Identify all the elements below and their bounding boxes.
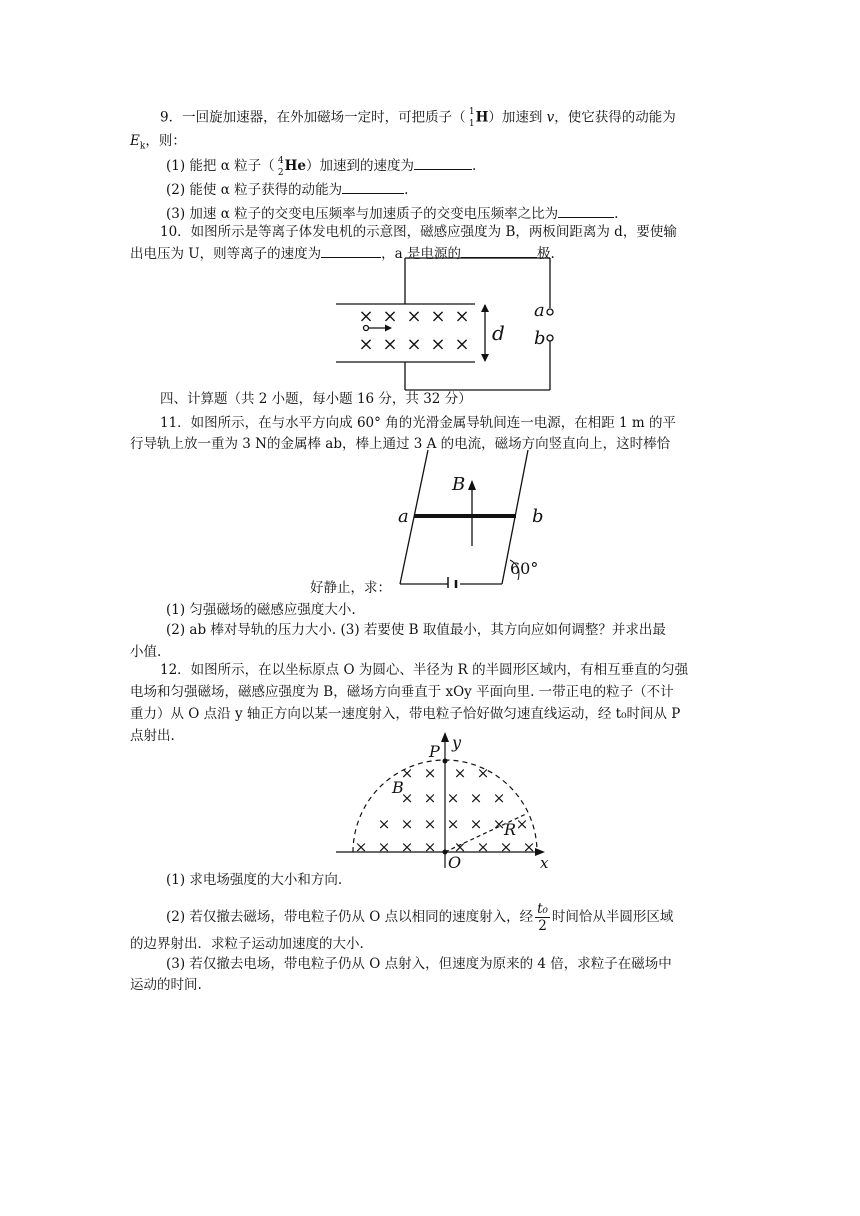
cross-mark: × — [377, 815, 391, 833]
mass-number: 1 — [468, 107, 475, 117]
terminal-b — [547, 335, 553, 341]
cross-mark: × — [446, 815, 460, 833]
answer-blank[interactable] — [342, 179, 404, 194]
element-symbol: He — [284, 158, 306, 174]
period: . — [404, 182, 409, 198]
cross-mark: × — [423, 764, 437, 782]
field-arrow-head — [468, 480, 476, 490]
label-b: b — [532, 506, 544, 527]
q12-p2-text: 时间恰从半圆形区域 — [551, 909, 674, 925]
period: . — [471, 158, 477, 174]
q9-p1-text: (1) 能把 α 粒子（ — [166, 158, 275, 174]
q12-line4: 点射出. — [130, 728, 175, 744]
q12-part3: (3) 若仅撤去电场，带电粒子仍从 O 点射入，但速度为原来的 4 倍，求粒子在磁场中 — [166, 956, 672, 972]
cross-mark: × — [406, 306, 422, 327]
cross-mark: × — [423, 789, 437, 807]
q9-text: ，使它获得的动能为 — [554, 109, 676, 126]
q9-part2 — [166, 179, 408, 200]
answer-blank[interactable] — [558, 203, 614, 218]
semicircle-field-diagram — [336, 730, 566, 872]
cross-mark: × — [492, 789, 506, 807]
label-R: R — [504, 820, 517, 839]
mass-number: 4 — [277, 155, 284, 166]
q11-part2-cont: 小值. — [130, 644, 162, 660]
q9-part1 — [166, 155, 476, 178]
cross-mark: × — [354, 838, 368, 856]
q9-line1 — [160, 107, 676, 129]
cross-mark: × — [382, 306, 398, 327]
q12-line2: 电场和匀强磁场，磁感应强度为 B，磁场方向垂直于 xOy 平面向里. 一带正电的粒子（不计 — [130, 684, 674, 700]
cross-mark: × — [423, 815, 437, 833]
period: . — [614, 206, 619, 222]
cross-mark: × — [358, 306, 374, 327]
q12-p2-text: (2) 若仅撤去磁场，带电粒子仍从 O 点以相同的速度射入，经 — [166, 909, 534, 925]
cross-mark: × — [430, 334, 446, 355]
q12-part2-cont: 的边界射出．求粒子运动加速度的大小. — [130, 936, 364, 952]
label-b: b — [534, 328, 546, 349]
label-x: x — [540, 854, 549, 872]
cross-mark: × — [400, 764, 414, 782]
cross-mark: × — [515, 815, 529, 833]
q10-line1: 10．如图所示是等离子体发电机的示意图，磁感应强度为 B，两板间距离为 d，要使输 — [160, 224, 677, 240]
label-a: a — [534, 300, 545, 321]
label-d: d — [492, 321, 505, 345]
cross-mark: × — [423, 838, 437, 856]
q9-line2 — [130, 131, 186, 157]
plasma-generator-diagram — [330, 256, 560, 392]
cross-mark: × — [454, 306, 470, 327]
q12-part3-cont: 运动的时间. — [130, 977, 202, 993]
q9-p2-text: (2) 能使 α 粒子获得的动能为 — [166, 182, 343, 198]
q11-line3: 好静止，求： — [310, 580, 391, 596]
section-heading: 四、计算题（共 2 小题，每小题 16 分，共 32 分） — [160, 391, 472, 407]
label-O: O — [448, 853, 462, 872]
q11-part1: (1) 匀强磁场的磁感应强度大小. — [166, 602, 356, 618]
cross-mark: × — [406, 334, 422, 355]
var-v: v — [546, 109, 555, 126]
fraction-denominator: 2 — [538, 918, 547, 934]
q11-line2: 行导轨上放一重为 3 N的金属棒 ab，棒上通过 3 A 的电流，磁场方向竖直向上，这时棒恰 — [130, 436, 671, 452]
cross-mark: × — [453, 838, 467, 856]
cross-mark: × — [469, 815, 483, 833]
q9-text: 9．一回旋加速器，在外加磁场一定时，可把质子（ — [160, 109, 466, 126]
cross-mark: × — [400, 815, 414, 833]
q11-part2: (2) ab 棒对导轨的压力大小. (3) 若要使 B 取值最小，其方向应如何调整？并求出最 — [166, 622, 666, 638]
cross-mark: × — [382, 334, 398, 355]
answer-blank[interactable] — [414, 155, 472, 170]
var-E: E — [130, 133, 140, 149]
proton-symbol — [466, 107, 476, 129]
angle-label: 60° — [510, 559, 539, 578]
label-P: P — [429, 742, 440, 761]
cross-mark: × — [476, 764, 490, 782]
cross-mark: × — [358, 334, 374, 355]
q10-text: ，a 是电源的 — [381, 246, 462, 262]
q11-line1: 11．如图所示，在与水平方向成 60° 角的光滑金属导轨间连一电源，在相距 1 m 的平 — [160, 415, 676, 431]
cross-mark: × — [377, 838, 391, 856]
q12-part1: (1) 求电场强度的大小和方向. — [166, 872, 343, 888]
point-O — [443, 850, 448, 855]
y-axis-arrow — [441, 732, 449, 742]
q9-text: ）加速到 — [488, 109, 543, 126]
cross-mark: × — [400, 789, 414, 807]
q12-line1: 12．如图所示，在以坐标原点 O 为圆心、半径为 R 的半圆形区域内，有相互垂直的匀强 — [160, 662, 689, 678]
fraction-numerator: t₀ — [537, 901, 548, 917]
q10-text: 极. — [537, 246, 555, 262]
q12-line3: 重力）从 O 点沿 y 轴正方向以某一速度射入，带电粒子恰好做匀速直线运动，经 t₀时间从 P — [130, 706, 681, 722]
q9-part3 — [166, 203, 618, 224]
cross-mark: × — [454, 334, 470, 355]
label-y: y — [452, 733, 462, 752]
sub-k: k — [139, 141, 146, 152]
q9-text: ，则： — [145, 133, 186, 149]
cross-mark: × — [469, 789, 483, 807]
element-symbol: H — [475, 109, 489, 126]
fraction-t0-over-2 — [535, 901, 550, 934]
cross-mark: × — [430, 306, 446, 327]
label-a: a — [398, 506, 409, 527]
magnetic-field-crosses — [358, 306, 469, 355]
atomic-number: 2 — [277, 167, 284, 178]
arrow-head-down — [481, 354, 489, 362]
q10-text: 出电压为 U，则等离子的速度为 — [130, 246, 322, 262]
cross-mark: × — [400, 838, 414, 856]
label-B: B — [392, 778, 404, 797]
cross-mark: × — [492, 815, 506, 833]
cross-mark: × — [453, 764, 467, 782]
cross-mark: × — [476, 838, 490, 856]
arrow-head-up — [481, 304, 489, 312]
inclined-rails-diagram — [390, 448, 565, 588]
alpha-symbol — [275, 156, 285, 178]
q9-p3-text: (3) 加速 α 粒子的交变电压频率与加速质子的交变电压频率之比为 — [166, 206, 559, 222]
label-B: B — [452, 474, 466, 495]
point-P — [443, 759, 448, 764]
q12-part2 — [166, 901, 673, 934]
terminal-a — [547, 309, 553, 315]
q9-p1-text: ）加速到的速度为 — [305, 158, 414, 174]
cross-mark: × — [522, 838, 536, 856]
cross-mark: × — [446, 789, 460, 807]
cross-mark: × — [499, 838, 513, 856]
atomic-number: 1 — [468, 119, 475, 129]
